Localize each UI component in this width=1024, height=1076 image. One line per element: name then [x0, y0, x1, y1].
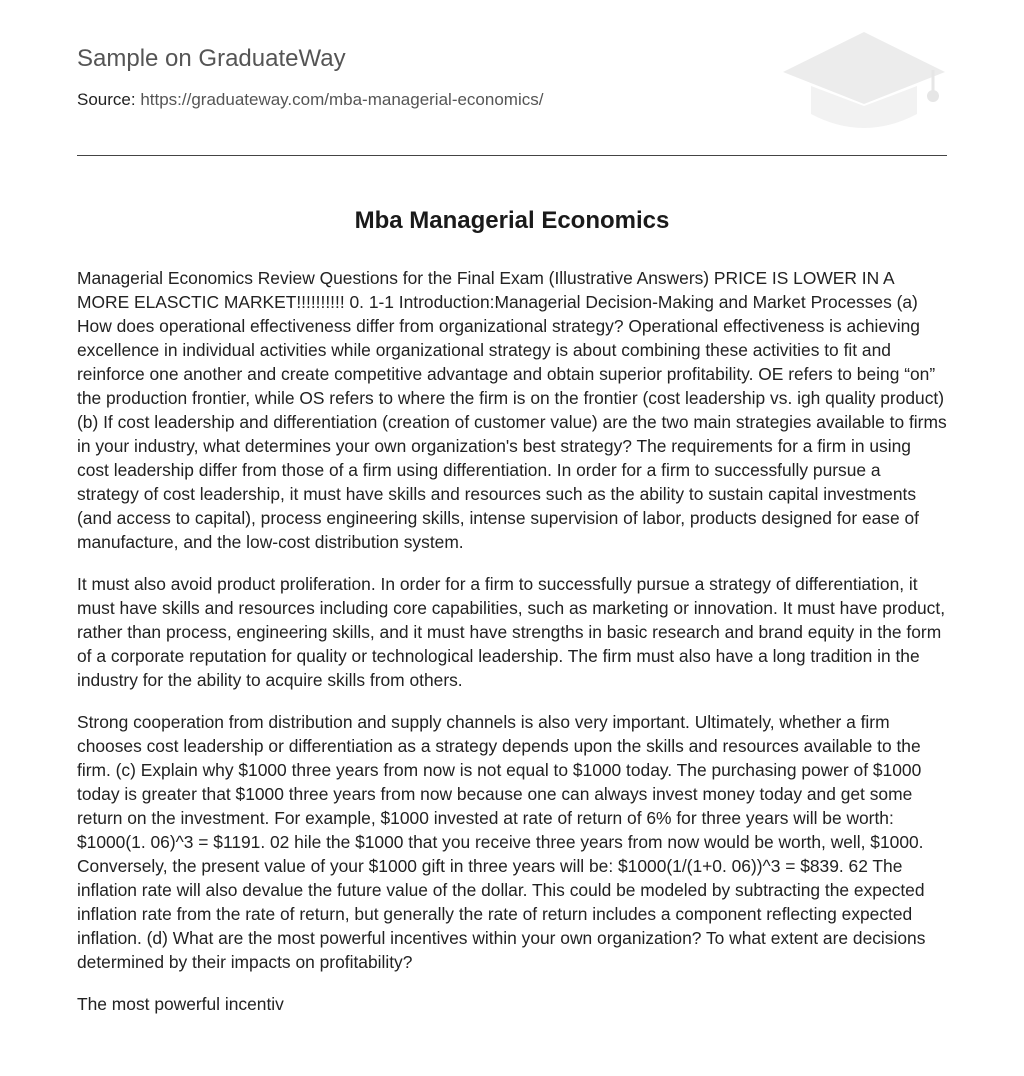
document-page	[77, 0, 947, 1034]
header-divider	[77, 155, 947, 156]
source-line	[77, 89, 543, 111]
paragraph: Strong cooperation from distribution and supply channels is also very important. Ultimately, whether a firm chooses cost leadership or differentiation as a strategy depends upon the skills and resources available to the firm. (c) Explain why $1000 three years from now is not equal to $1000 today. The purchasing power of $1000 today is greater that $1000 three years from now because one can always invest money today and get some return on the investment. For example, $1000 invested at rate of return of 6% for three years will be worth: $1000(1. 06)^3 = $1191. 02 hile the $1000 that you receive three years from now would be worth, well, $1000. Conversely, the present value of your $1000 gift in three years will be: $1000(1/(1+0. 06))^3 = $839. 62 The inflation rate will also devalue the future value of the dollar. This could be modeled by subtracting the expected inflation rate from the rate of return, but generally the rate of return includes a component reflecting expected inflation. (d) What are the most powerful incentives within your own organization? To what extent are decisions determined by their impacts on profitability?	[77, 712, 926, 972]
site-title: Sample on GraduateWay	[77, 45, 346, 72]
paragraph: It must also avoid product proliferation. In order for a firm to successfully pursue a strategy of differentiation, it must have skills and resources including core capabilities, such as marketing or innovation. It must have product, rather than process, engineering skills, and it must have strengths in basic research and brand equity in the form of a corporate reputation for quality or technological leadership. The firm must also have a long tradition in the industry for the ability to acquire skills from others.	[77, 574, 946, 690]
paragraph: Managerial Economics Review Questions for the Final Exam (Illustrative Answers) PRICE IS LOWER IN A MORE ELASCTIC MARKET!!!!!!!!!! 0. 1-1 Introduction:Managerial Decision-Making and Market Processes (a) How does operational effectiveness differ from organizational strategy? Operational effectiveness is achieving excellence in individual activities while organizational strategy is about combining these activities to fit and reinforce one another and create competitive advantage and obtain superior profitability. OE refers to being “on” the production frontier, while OS refers to where the firm is on the frontier (cost leadership vs. igh quality product) (b) If cost leadership and differentiation (creation of customer value) are the two main strategies available to firms in your industry, what determines your own organization's best strategy? The requirements for a firm in using cost leadership differ from those of a firm using differentiation. In order for a firm to successfully pursue a strategy of cost leadership, it must have skills and resources such as the ability to sustain capital investments (and access to capital), process engineering skills, intense supervision of labor, products designed for ease of manufacture, and the low-cost distribution system.	[77, 268, 947, 552]
graduation-cap-icon	[781, 30, 947, 134]
page-title: Mba Managerial Economics	[354, 207, 670, 234]
source-label: Source:	[77, 90, 141, 109]
source-link[interactable]: https://graduateway.com/mba-managerial-economics/	[140, 90, 544, 109]
paragraph: The most powerful incentiv	[77, 994, 284, 1014]
document-body	[77, 266, 947, 1016]
page-header	[77, 0, 947, 156]
